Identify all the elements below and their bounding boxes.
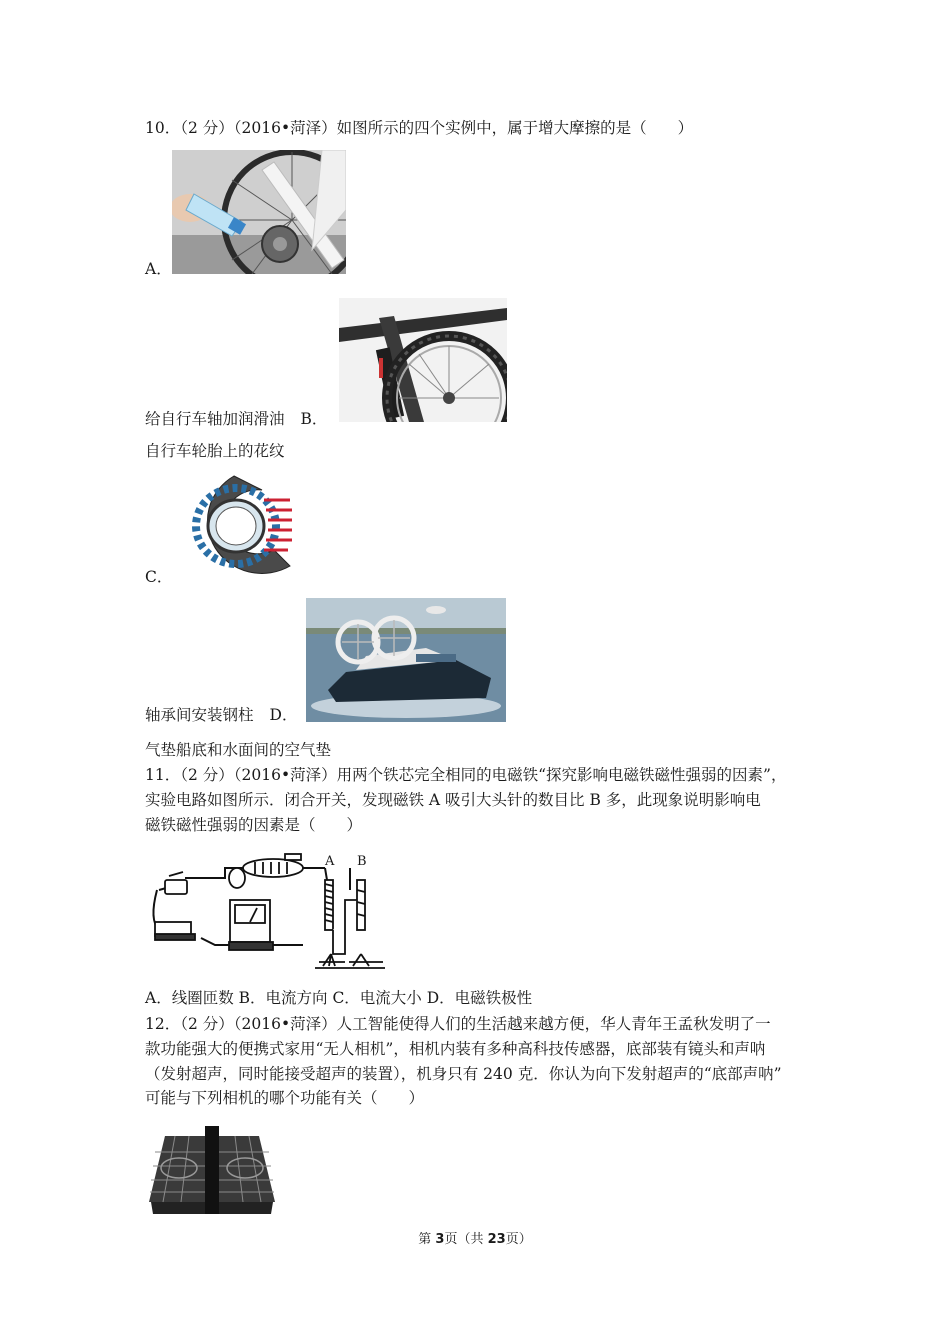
footer-prefix: 第: [418, 1232, 436, 1247]
q12-stem-line2: 款功能强大的便携式家用“无人相机”，相机内装有多种高科技传感器，底部装有镜头和声呐: [145, 1040, 766, 1058]
q11-stem-line1: 11．（2 分）（2016•菏泽）用两个铁芯完全相同的电磁铁“探究影响电磁铁磁性强弱的因素”，: [145, 766, 787, 784]
drone-camera-photo: [145, 1122, 279, 1220]
q10-option-b-caption: 自行车轮胎上的花纹: [145, 442, 285, 460]
bicycle-oil-photo: [172, 150, 346, 274]
q10-option-a-label: A．: [145, 260, 172, 278]
diagram-label-a: A: [325, 854, 335, 869]
q10-stem: 10．（2 分）（2016•菏泽）如图所示的四个实例中，属于增大摩擦的是（ ）: [145, 119, 694, 137]
q12-stem-line1: 12．（2 分）（2016•菏泽）人工智能使得人们的生活越来越方便，华人青年王孟秋发明了一: [145, 1015, 771, 1033]
bearing-photo: [172, 470, 294, 582]
footer-total-pages: 23: [487, 1232, 506, 1247]
q10-option-d-caption: 气垫船底和水面间的空气垫: [145, 741, 332, 759]
q11-options: A．线圈匝数 B．电流方向 C．电流大小 D．电磁铁极性: [145, 989, 533, 1007]
page-footer: [0, 1228, 950, 1247]
footer-middle: 页（共: [444, 1232, 488, 1247]
q11-stem-line3: 磁铁磁性强弱的因素是（ ）: [145, 816, 363, 834]
footer-suffix: 页）: [505, 1232, 532, 1247]
electromagnet-circuit-diagram: [145, 850, 385, 976]
q11-stem-line2: 实验电路如图所示．闭合开关，发现磁铁 A 吸引大头针的数目比 B 多，此现象说明影响电: [145, 791, 761, 809]
q10-option-c-caption: [145, 705, 297, 725]
q12-stem-line3: （发射超声，同时能接受超声的装置），机身只有 240 克．你认为向下发射超声的“底部声呐”: [145, 1065, 782, 1083]
q10-option-c-label: C．: [145, 568, 173, 586]
footer-page-number: 3: [435, 1232, 445, 1247]
q10-option-c-text: 轴承间安装钢柱: [145, 706, 254, 724]
q10-option-a-caption: [145, 409, 327, 429]
q12-stem-line4: 可能与下列相机的哪个功能有关（ ）: [145, 1089, 425, 1107]
q10-option-a-text: 给自行车轴加润滑油: [145, 410, 285, 428]
diagram-label-b: B: [357, 854, 367, 869]
q10-option-d-label: D．: [269, 706, 298, 724]
bicycle-tire-photo: [339, 298, 507, 422]
hovercraft-photo: [306, 598, 506, 722]
q10-option-b-label: B．: [300, 410, 328, 428]
